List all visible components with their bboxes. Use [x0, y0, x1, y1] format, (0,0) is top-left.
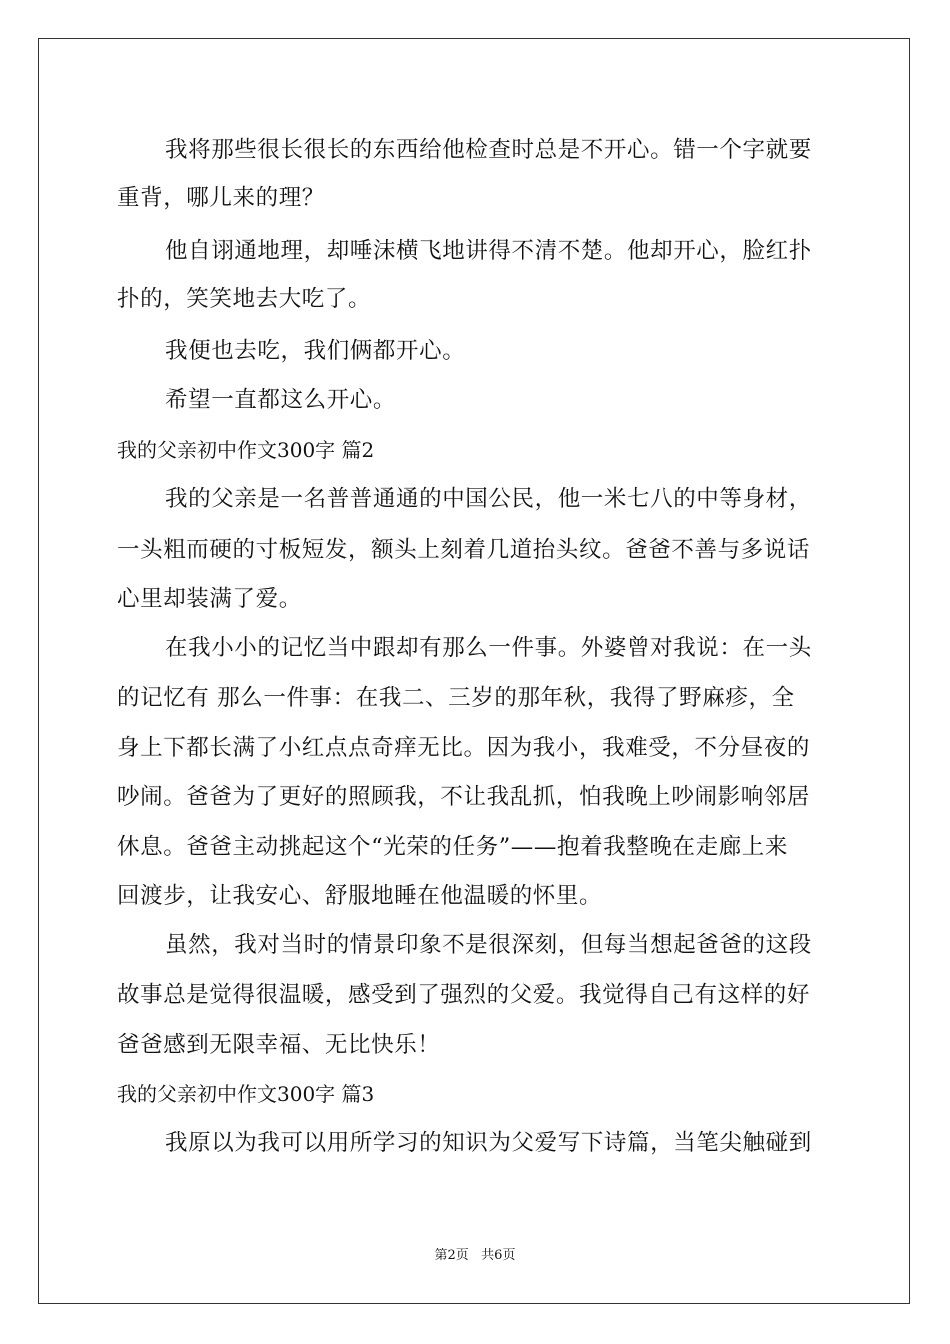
text-line: 我原以为我可以用所学习的知识为父爱写下诗篇，当笔尖触碰到 — [165, 1130, 812, 1156]
text-line: 身上下都长满了小红点点奇痒无比。因为我小，我难受，不分昼夜的 — [117, 735, 811, 761]
text-line: 吵闹。爸爸为了更好的照顾我，不让我乱抓，怕我晚上吵闹影响邻居 — [117, 784, 811, 810]
text-line: 我便也去吃，我们俩都开心。 — [165, 338, 466, 364]
text-line: 在我小小的记忆当中跟却有那么一件事。外婆曾对我说：在一头 — [165, 635, 812, 661]
text-line: 爸爸感到无限幸福、无比快乐！ — [117, 1032, 441, 1058]
text-line: 重背，哪儿来的理？ — [117, 185, 325, 211]
page-number: 第2页 共6页 — [434, 1248, 516, 1263]
text-line: 虽然，我对当时的情景印象不是很深刻，但每当想起爸爸的这段 — [165, 932, 812, 958]
text-line: 故事总是觉得很温暖，感受到了强烈的父爱。我觉得自己有这样的好 — [117, 982, 811, 1008]
text-line: 扑的，笑笑地去大吃了。 — [117, 286, 372, 312]
text-line: 心里却装满了爱。 — [117, 586, 302, 612]
section-heading: 我的父亲初中作文300字 篇3 — [117, 1082, 375, 1106]
text-line: 他自诩通地理，却唾沫横飞地讲得不清不楚。他却开心，脸红扑 — [165, 238, 812, 264]
section-heading: 我的父亲初中作文300字 篇2 — [117, 438, 375, 462]
text-line: 我将那些很长很长的东西给他检查时总是不开心。错一个字就要 — [165, 137, 812, 163]
text-line: 的记忆有 那么一件事：在我二、三岁的那年秋，我得了野麻疹，全 — [117, 685, 795, 711]
text-line: 一头粗而硬的寸板短发，额头上刻着几道抬头纹。爸爸不善与多说话 — [117, 537, 811, 563]
text-line: 希望一直都这么开心。 — [165, 387, 397, 413]
text-line: 回渡步，让我安心、舒服地睡在他温暖的怀里。 — [117, 883, 603, 909]
text-line: 我的父亲是一名普普通通的中国公民，他一米七八的中等身材， — [165, 486, 812, 512]
page-border — [38, 38, 910, 1304]
text-line: 休息。爸爸主动挑起这个“光荣的任务”——抱着我整晚在走廊上来 — [117, 834, 789, 860]
